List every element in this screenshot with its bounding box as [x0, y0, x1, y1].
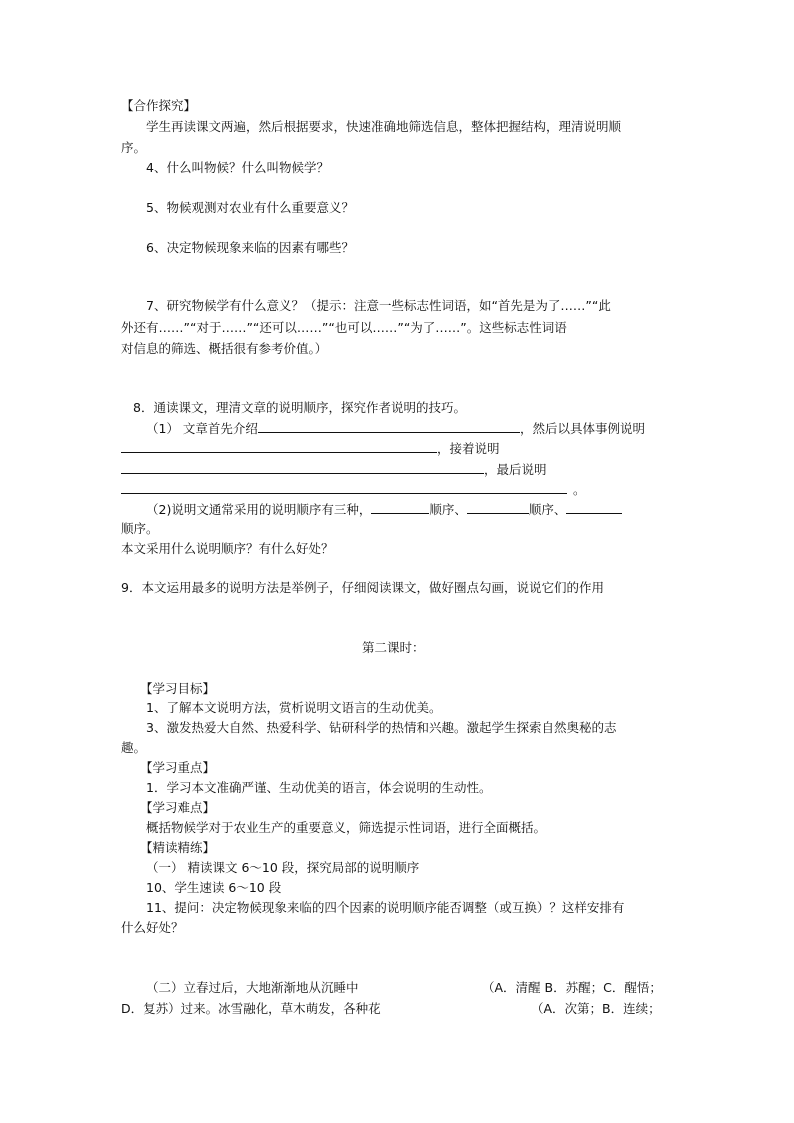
fill-blank-last[interactable]: [121, 481, 567, 494]
question-8-2-line-2: 顺序。: [121, 521, 159, 536]
fill-blank-examples[interactable]: [121, 440, 437, 453]
goal-3-line-2: 趣。: [121, 740, 147, 755]
question-5: 5、物候观测对农业有什么重要意义？: [146, 200, 354, 215]
question-8-2-order-2: 顺序、: [528, 502, 567, 517]
practice-part-2-line-2-options: （A．次第；B．连续；: [531, 1001, 661, 1016]
question-8-2-order-1: 顺序、: [429, 502, 467, 517]
goal-1: 1、了解本文说明方法，赏析说明文语言的生动优美。: [146, 700, 442, 715]
practice-part-2-line-1-options: （A．清醒 B．苏醒；C．醒悟；: [482, 980, 662, 995]
learning-focus-heading: 【学习重点】: [140, 760, 216, 775]
focus-1: 1．学习本文准确严谨、生动优美的语言，体会说明的生动性。: [146, 780, 492, 795]
question-8-1-next: ，接着说明: [437, 441, 500, 456]
question-7-line-2: 外还有……”“对于……”“还可以……”“也可以……”“为了……”。这些标志性词语: [121, 320, 567, 335]
question-8-1-line-4: [121, 481, 586, 498]
question-6: 6、决定物候现象来临的因素有哪些？: [146, 240, 354, 255]
question-7-line-3: 对信息的筛选、概括很有参考价值。）: [121, 341, 328, 356]
practice-heading: 【精读精练】: [140, 840, 216, 855]
question-8-1-then: ，然后以具体事例说明: [519, 421, 645, 436]
fill-blank-next[interactable]: [121, 461, 484, 474]
intro-line-2: 序。: [121, 140, 147, 155]
practice-part-2-line-1-text: （二）立春过后，大地渐渐地从沉睡中: [146, 980, 359, 995]
learning-goals-heading: 【学习目标】: [140, 681, 216, 696]
practice-part-1: （一） 精读课文 6～10 段，探究局部的说明顺序: [146, 860, 420, 875]
learning-difficulty-heading: 【学习难点】: [140, 800, 216, 815]
question-8-2-label: （2)说明文通常采用的说明顺序有三种，: [146, 502, 372, 517]
question-8-3: 本文采用什么说明顺序？有什么好处？: [121, 541, 334, 556]
fill-blank-order-2[interactable]: [467, 501, 529, 514]
question-11-line-1: 11、提问：决定物候现象来临的四个因素的说明顺序能否调整（或互换）？这样安排有: [146, 900, 625, 915]
fill-blank-order-3[interactable]: [566, 501, 622, 514]
question-8-1-period: 。: [573, 482, 586, 497]
question-8-1-line-1: [146, 420, 645, 437]
question-8: 8．通读课文，理清文章的说明顺序，探究作者说明的技巧。: [133, 400, 466, 415]
question-11-line-2: 什么好处？: [121, 920, 184, 935]
question-8-1-line-2: [121, 440, 500, 457]
question-7-line-1: 7、研究物候学有什么意义？（提示：注意一些标志性词语，如“首先是为了……”“此: [146, 298, 611, 313]
difficulty-1: 概括物候学对于农业生产的重要意义，筛选提示性词语，进行全面概括。: [146, 820, 547, 835]
question-10: 10、学生速读 6～10 段: [146, 880, 282, 895]
fill-blank-order-1[interactable]: [371, 501, 429, 514]
question-4: 4、什么叫物候？什么叫物候学？: [146, 160, 329, 175]
question-8-1-label: （1） 文章首先介绍: [146, 421, 258, 436]
question-8-2-line-1: [146, 501, 622, 518]
lesson-2-title: 第二课时：: [362, 640, 425, 655]
practice-part-2-line-2-text: D．复苏）过来。冰雪融化，草木萌发，各种花: [121, 1001, 381, 1016]
section-heading-cooperative-inquiry: 【合作探究】: [121, 98, 197, 113]
fill-blank-intro[interactable]: [258, 420, 520, 433]
intro-line-1: 学生再读课文两遍，然后根据要求，快速准确地筛选信息，整体把握结构，理清说明顺: [146, 119, 622, 134]
question-8-1-last: ，最后说明: [484, 462, 547, 477]
question-8-1-line-3: [121, 461, 547, 478]
question-9: 9．本文运用最多的说明方法是举例子，仔细阅读课文，做好圈点勾画，说说它们的作用: [121, 580, 604, 595]
goal-3-line-1: 3、激发热爱大自然、热爱科学、钻研科学的热情和兴趣。激起学生探索自然奥秘的志: [146, 720, 617, 735]
